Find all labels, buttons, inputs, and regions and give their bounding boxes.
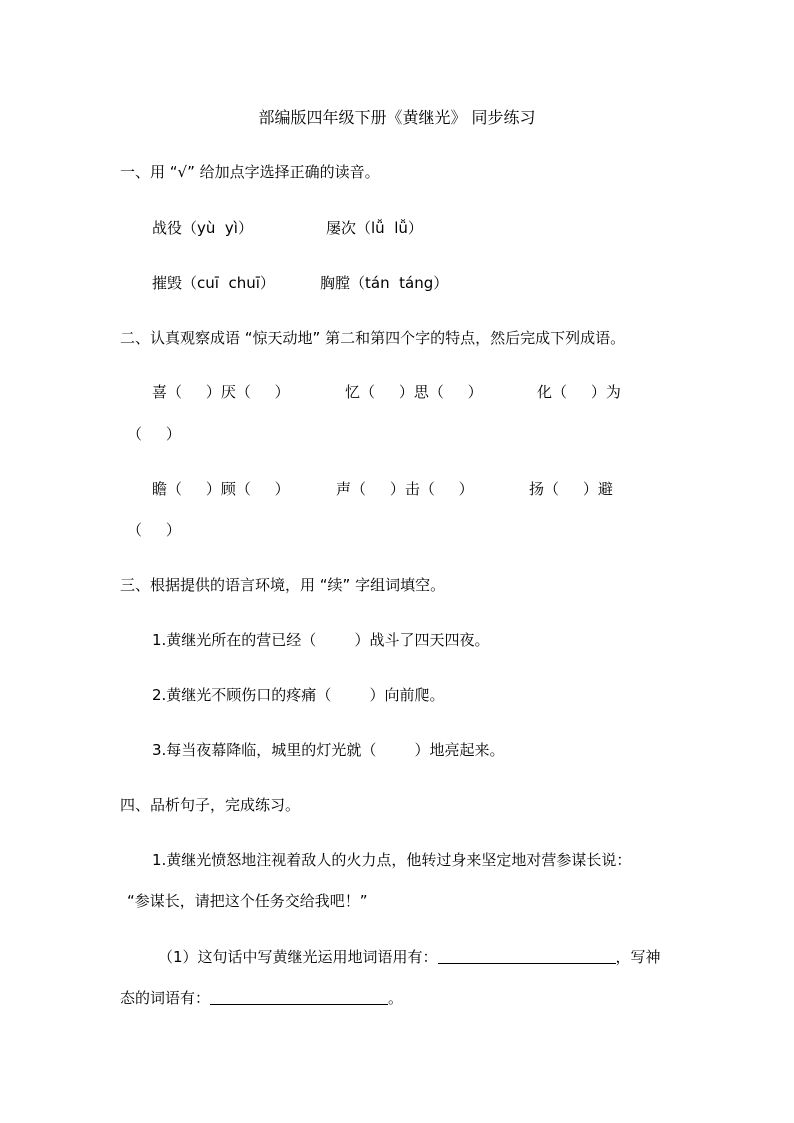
- q3-sentence-3: 3.每当夜幕降临，城里的灯光就（ ）地亮起来。: [152, 741, 505, 759]
- q4-sub1-line2-suffix: 。: [388, 989, 404, 1007]
- q3-heading: 三、根据提供的语言环境，用 “续” 字组词填空。: [120, 576, 446, 594]
- q4-sub1-line2: [120, 988, 403, 1008]
- q2-idiom-hua: 化（ ）为: [537, 383, 621, 401]
- q2-idiom-yi: 忆（ ）思（ ）: [345, 383, 483, 401]
- q4-answer-blank-1[interactable]: [438, 947, 616, 964]
- q4-answer-blank-2[interactable]: [210, 988, 388, 1005]
- q4-sub1-line1: [158, 947, 661, 967]
- q3-sentence-2: 2.黄继光不顾伤口的疼痛（ ）向前爬。: [152, 686, 445, 704]
- q4-sentence-line2: “参谋长，请把这个任务交给我吧！”: [127, 892, 368, 910]
- q1-option-lvci: 屡次（lǚ lǚ）: [326, 219, 423, 237]
- q4-sub1-suffix: ，写神: [615, 948, 661, 966]
- page-title: 部编版四年级下册《黄继光》 同步练习: [258, 108, 536, 127]
- q2-idiom-zhan: 瞻（ ）顾（ ）: [152, 480, 290, 498]
- q2-idiom-hua-end: （ ）: [127, 425, 181, 443]
- q4-sentence-line1: 1.黄继光愤怒地注视着敌人的火力点，他转过身来坚定地对营参谋长说：: [152, 851, 632, 869]
- q1-option-xiongtang: 胸膛（tán táng）: [320, 274, 449, 292]
- q4-sub1-prefix: （1）这句话中写黄继光运用地词语用有：: [158, 948, 438, 966]
- q4-heading: 四、品析句子，完成练习。: [120, 796, 301, 814]
- q2-idiom-xi: 喜（ ）厌（ ）: [152, 383, 290, 401]
- q1-option-zhanyi: 战役（yù yì）: [152, 219, 253, 237]
- q2-heading: 二、认真观察成语 “惊天动地” 第二和第四个字的特点，然后完成下列成语。: [120, 329, 626, 347]
- q1-heading: 一、用 “√” 给加点字选择正确的读音。: [120, 163, 380, 181]
- q2-idiom-yang: 扬（ ）避: [529, 480, 613, 498]
- q3-sentence-1: 1.黄继光所在的营已经（ ）战斗了四天四夜。: [152, 631, 490, 649]
- q4-sub1-line2-prefix: 态的词语有：: [120, 989, 211, 1007]
- q2-idiom-yang-end: （ ）: [127, 521, 181, 539]
- q2-idiom-sheng: 声（ ）击（ ）: [336, 480, 474, 498]
- q1-option-cuihui: 摧毁（cuī chuī）: [152, 274, 275, 292]
